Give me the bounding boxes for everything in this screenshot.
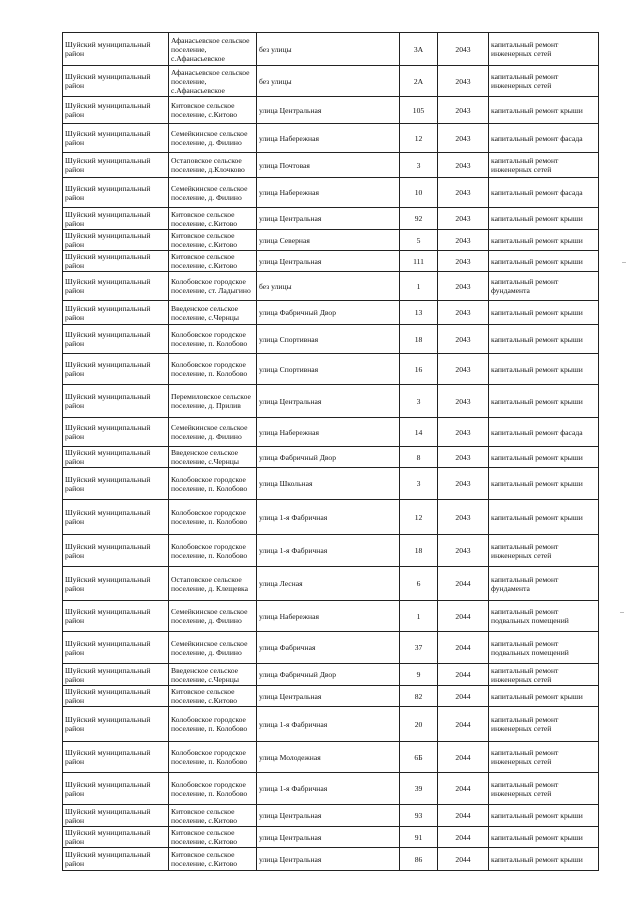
year-cell: 2043 bbox=[438, 447, 489, 468]
settlement-cell: Афанасьевское сельское поселение, с.Афанасьевское bbox=[169, 66, 257, 97]
settlement-cell: Перемиловское сельское поселение, д. Прилив bbox=[169, 385, 257, 418]
house-number-cell: 16 bbox=[400, 354, 438, 385]
house-number-cell: 3 bbox=[400, 468, 438, 500]
street-cell: улица Центральная bbox=[257, 385, 400, 418]
year-cell: 2043 bbox=[438, 535, 489, 567]
table-row bbox=[63, 664, 599, 686]
district-cell: Шуйский муниципальный район bbox=[63, 208, 169, 230]
district-cell: Шуйский муниципальный район bbox=[63, 827, 169, 848]
settlement-cell: Колобовское городское поселение, п. Колобово bbox=[169, 468, 257, 500]
settlement-cell: Колобовское городское поселение, п. Колобово bbox=[169, 773, 257, 805]
table-row bbox=[63, 230, 599, 251]
table-row bbox=[63, 707, 599, 742]
table-row bbox=[63, 447, 599, 468]
street-cell: улица Центральная bbox=[257, 848, 400, 871]
house-number-cell: 1 bbox=[400, 601, 438, 632]
street-cell: улица Лесная bbox=[257, 567, 400, 601]
table-row bbox=[63, 686, 599, 707]
district-cell: Шуйский муниципальный район bbox=[63, 447, 169, 468]
street-cell: улица Центральная bbox=[257, 827, 400, 848]
house-number-cell: 12 bbox=[400, 500, 438, 535]
settlement-cell: Колобовское городское поселение, п. Колобово bbox=[169, 535, 257, 567]
house-number-cell: 9 bbox=[400, 664, 438, 686]
house-number-cell: 6Б bbox=[400, 742, 438, 773]
street-cell: улица Школьная bbox=[257, 468, 400, 500]
table-row bbox=[63, 567, 599, 601]
work-type-cell: капитальный ремонт крыши bbox=[489, 500, 599, 535]
work-type-cell: капитальный ремонт крыши bbox=[489, 208, 599, 230]
work-type-cell: капитальный ремонт крыши bbox=[489, 325, 599, 354]
settlement-cell: Китовское сельское поселение, с.Китово bbox=[169, 686, 257, 707]
work-type-cell: капитальный ремонт фасада bbox=[489, 418, 599, 447]
house-number-cell: 39 bbox=[400, 773, 438, 805]
settlement-cell: Введенское сельское поселение, с.Чернцы bbox=[169, 301, 257, 325]
table-row bbox=[63, 208, 599, 230]
table-row bbox=[63, 632, 599, 664]
year-cell: 2043 bbox=[438, 325, 489, 354]
year-cell: 2043 bbox=[438, 418, 489, 447]
house-number-cell: 91 bbox=[400, 827, 438, 848]
district-cell: Шуйский муниципальный район bbox=[63, 301, 169, 325]
district-cell: Шуйский муниципальный район bbox=[63, 354, 169, 385]
house-number-cell: 37 bbox=[400, 632, 438, 664]
table-row bbox=[63, 33, 599, 66]
work-type-cell: капитальный ремонт инженерных сетей bbox=[489, 664, 599, 686]
settlement-cell: Китовское сельское поселение, с.Китово bbox=[169, 805, 257, 827]
settlement-cell: Остаповское сельское поселение, д.Клочково bbox=[169, 153, 257, 178]
settlement-cell: Семейкинское сельское поселение, д. Филино bbox=[169, 418, 257, 447]
settlement-cell: Китовское сельское поселение, с.Китово bbox=[169, 230, 257, 251]
settlement-cell: Колобовское городское поселение, п. Колобово bbox=[169, 742, 257, 773]
work-type-cell: капитальный ремонт инженерных сетей bbox=[489, 742, 599, 773]
work-type-cell: капитальный ремонт крыши bbox=[489, 805, 599, 827]
district-cell: Шуйский муниципальный район bbox=[63, 535, 169, 567]
work-type-cell: капитальный ремонт крыши bbox=[489, 827, 599, 848]
street-cell: улица Набережная bbox=[257, 178, 400, 208]
year-cell: 2043 bbox=[438, 468, 489, 500]
table-row bbox=[63, 354, 599, 385]
settlement-cell: Китовское сельское поселение, с.Китово bbox=[169, 848, 257, 871]
settlement-cell: Колобовское городское поселение, ст. Ладыгино bbox=[169, 272, 257, 301]
work-type-cell: капитальный ремонт крыши bbox=[489, 848, 599, 871]
district-cell: Шуйский муниципальный район bbox=[63, 848, 169, 871]
work-type-cell: капитальный ремонт крыши bbox=[489, 251, 599, 272]
table-row bbox=[63, 251, 599, 272]
house-number-cell: 8 bbox=[400, 447, 438, 468]
house-number-cell: 12 bbox=[400, 124, 438, 153]
work-type-cell: капитальный ремонт крыши bbox=[489, 447, 599, 468]
year-cell: 2044 bbox=[438, 848, 489, 871]
settlement-cell: Колобовское городское поселение, п. Колобово bbox=[169, 325, 257, 354]
work-type-cell: капитальный ремонт крыши bbox=[489, 385, 599, 418]
settlement-cell: Китовское сельское поселение, с.Китово bbox=[169, 827, 257, 848]
house-number-cell: 3 bbox=[400, 153, 438, 178]
year-cell: 2044 bbox=[438, 567, 489, 601]
year-cell: 2044 bbox=[438, 686, 489, 707]
table-row bbox=[63, 535, 599, 567]
district-cell: Шуйский муниципальный район bbox=[63, 632, 169, 664]
year-cell: 2043 bbox=[438, 500, 489, 535]
settlement-cell: Колобовское городское поселение, п. Колобово bbox=[169, 500, 257, 535]
work-type-cell: капитальный ремонт фасада bbox=[489, 178, 599, 208]
settlement-cell: Колобовское городское поселение, п. Колобово bbox=[169, 707, 257, 742]
repair-program-table bbox=[62, 32, 599, 871]
work-type-cell: капитальный ремонт крыши bbox=[489, 686, 599, 707]
table-row bbox=[63, 827, 599, 848]
street-cell: улица Северная bbox=[257, 230, 400, 251]
table-row bbox=[63, 124, 599, 153]
work-type-cell: капитальный ремонт крыши bbox=[489, 301, 599, 325]
year-cell: 2043 bbox=[438, 301, 489, 325]
house-number-cell: 10 bbox=[400, 178, 438, 208]
settlement-cell: Введенское сельское поселение, с.Чернцы bbox=[169, 447, 257, 468]
district-cell: Шуйский муниципальный район bbox=[63, 153, 169, 178]
street-cell: улица 1-я Фабричная bbox=[257, 500, 400, 535]
table-row bbox=[63, 848, 599, 871]
district-cell: Шуйский муниципальный район bbox=[63, 178, 169, 208]
year-cell: 2043 bbox=[438, 354, 489, 385]
table-row bbox=[63, 325, 599, 354]
house-number-cell: 111 bbox=[400, 251, 438, 272]
settlement-cell: Колобовское городское поселение, п. Колобово bbox=[169, 354, 257, 385]
settlement-cell: Китовское сельское поселение, с.Китово bbox=[169, 208, 257, 230]
table-row bbox=[63, 500, 599, 535]
street-cell: улица Спортивная bbox=[257, 354, 400, 385]
settlement-cell: Остаповское сельское поселение, д. Клещевка bbox=[169, 567, 257, 601]
scan-speck bbox=[622, 262, 626, 263]
table-row bbox=[63, 773, 599, 805]
street-cell: улица 1-я Фабричная bbox=[257, 773, 400, 805]
work-type-cell: капитальный ремонт подвальных помещений bbox=[489, 601, 599, 632]
work-type-cell: капитальный ремонт инженерных сетей bbox=[489, 535, 599, 567]
table-row bbox=[63, 468, 599, 500]
scan-speck bbox=[620, 612, 624, 613]
district-cell: Шуйский муниципальный район bbox=[63, 251, 169, 272]
street-cell: улица Почтовая bbox=[257, 153, 400, 178]
house-number-cell: 13 bbox=[400, 301, 438, 325]
work-type-cell: капитальный ремонт крыши bbox=[489, 97, 599, 124]
street-cell: улица 1-я Фабричная bbox=[257, 535, 400, 567]
district-cell: Шуйский муниципальный район bbox=[63, 33, 169, 66]
street-cell: улица Центральная bbox=[257, 208, 400, 230]
table-row bbox=[63, 178, 599, 208]
street-cell: улица Спортивная bbox=[257, 325, 400, 354]
district-cell: Шуйский муниципальный район bbox=[63, 500, 169, 535]
settlement-cell: Семейкинское сельское поселение, д. Филино bbox=[169, 601, 257, 632]
table-row bbox=[63, 272, 599, 301]
work-type-cell: капитальный ремонт инженерных сетей bbox=[489, 66, 599, 97]
work-type-cell: капитальный ремонт инженерных сетей bbox=[489, 153, 599, 178]
year-cell: 2043 bbox=[438, 178, 489, 208]
settlement-cell: Семейкинское сельское поселение, д. Филино bbox=[169, 632, 257, 664]
year-cell: 2043 bbox=[438, 33, 489, 66]
year-cell: 2044 bbox=[438, 805, 489, 827]
year-cell: 2043 bbox=[438, 66, 489, 97]
district-cell: Шуйский муниципальный район bbox=[63, 707, 169, 742]
house-number-cell: 18 bbox=[400, 325, 438, 354]
district-cell: Шуйский муниципальный район bbox=[63, 325, 169, 354]
house-number-cell: 18 bbox=[400, 535, 438, 567]
year-cell: 2043 bbox=[438, 97, 489, 124]
street-cell: улица Набережная bbox=[257, 418, 400, 447]
district-cell: Шуйский муниципальный район bbox=[63, 272, 169, 301]
year-cell: 2044 bbox=[438, 742, 489, 773]
district-cell: Шуйский муниципальный район bbox=[63, 664, 169, 686]
street-cell: улица Набережная bbox=[257, 124, 400, 153]
table-row bbox=[63, 97, 599, 124]
house-number-cell: 20 bbox=[400, 707, 438, 742]
year-cell: 2043 bbox=[438, 230, 489, 251]
house-number-cell: 92 bbox=[400, 208, 438, 230]
year-cell: 2043 bbox=[438, 385, 489, 418]
work-type-cell: капитальный ремонт инженерных сетей bbox=[489, 33, 599, 66]
year-cell: 2044 bbox=[438, 601, 489, 632]
year-cell: 2043 bbox=[438, 124, 489, 153]
house-number-cell: 2А bbox=[400, 66, 438, 97]
house-number-cell: 3 bbox=[400, 385, 438, 418]
street-cell: улица Центральная bbox=[257, 97, 400, 124]
house-number-cell: 93 bbox=[400, 805, 438, 827]
work-type-cell: капитальный ремонт крыши bbox=[489, 354, 599, 385]
district-cell: Шуйский муниципальный район bbox=[63, 686, 169, 707]
table-row bbox=[63, 385, 599, 418]
year-cell: 2044 bbox=[438, 707, 489, 742]
year-cell: 2044 bbox=[438, 827, 489, 848]
district-cell: Шуйский муниципальный район bbox=[63, 805, 169, 827]
street-cell: улица Центральная bbox=[257, 686, 400, 707]
house-number-cell: 86 bbox=[400, 848, 438, 871]
house-number-cell: 82 bbox=[400, 686, 438, 707]
district-cell: Шуйский муниципальный район bbox=[63, 124, 169, 153]
district-cell: Шуйский муниципальный район bbox=[63, 418, 169, 447]
work-type-cell: капитальный ремонт крыши bbox=[489, 468, 599, 500]
table-body bbox=[63, 33, 599, 871]
table-row bbox=[63, 418, 599, 447]
settlement-cell: Китовское сельское поселение, с.Китово bbox=[169, 251, 257, 272]
settlement-cell: Китовское сельское поселение, с.Китово bbox=[169, 97, 257, 124]
year-cell: 2044 bbox=[438, 664, 489, 686]
street-cell: улица Набережная bbox=[257, 601, 400, 632]
settlement-cell: Семейкинское сельское поселение, д. Филино bbox=[169, 124, 257, 153]
year-cell: 2043 bbox=[438, 251, 489, 272]
table-row bbox=[63, 66, 599, 97]
work-type-cell: капитальный ремонт крыши bbox=[489, 230, 599, 251]
street-cell: улица 1-я Фабричная bbox=[257, 707, 400, 742]
district-cell: Шуйский муниципальный район bbox=[63, 742, 169, 773]
year-cell: 2044 bbox=[438, 773, 489, 805]
street-cell: улица Центральная bbox=[257, 805, 400, 827]
district-cell: Шуйский муниципальный район bbox=[63, 773, 169, 805]
house-number-cell: 1 bbox=[400, 272, 438, 301]
settlement-cell: Введенское сельское поселение, с.Чернцы bbox=[169, 664, 257, 686]
street-cell: улица Молодежная bbox=[257, 742, 400, 773]
district-cell: Шуйский муниципальный район bbox=[63, 601, 169, 632]
settlement-cell: Афанасьевское сельское поселение, с.Афанасьевское bbox=[169, 33, 257, 66]
street-cell: улица Фабричный Двор bbox=[257, 664, 400, 686]
work-type-cell: капитальный ремонт инженерных сетей bbox=[489, 707, 599, 742]
district-cell: Шуйский муниципальный район bbox=[63, 97, 169, 124]
year-cell: 2043 bbox=[438, 272, 489, 301]
house-number-cell: 105 bbox=[400, 97, 438, 124]
street-cell: без улицы bbox=[257, 272, 400, 301]
document-page bbox=[62, 32, 598, 871]
street-cell: улица Фабричный Двор bbox=[257, 447, 400, 468]
street-cell: улица Фабричная bbox=[257, 632, 400, 664]
year-cell: 2043 bbox=[438, 208, 489, 230]
house-number-cell: 14 bbox=[400, 418, 438, 447]
district-cell: Шуйский муниципальный район bbox=[63, 66, 169, 97]
year-cell: 2043 bbox=[438, 153, 489, 178]
table-row bbox=[63, 153, 599, 178]
work-type-cell: капитальный ремонт подвальных помещений bbox=[489, 632, 599, 664]
work-type-cell: капитальный ремонт инженерных сетей bbox=[489, 773, 599, 805]
district-cell: Шуйский муниципальный район bbox=[63, 385, 169, 418]
house-number-cell: 6 bbox=[400, 567, 438, 601]
year-cell: 2044 bbox=[438, 632, 489, 664]
street-cell: без улицы bbox=[257, 33, 400, 66]
district-cell: Шуйский муниципальный район bbox=[63, 230, 169, 251]
street-cell: улица Фабричный Двор bbox=[257, 301, 400, 325]
street-cell: улица Центральная bbox=[257, 251, 400, 272]
work-type-cell: капитальный ремонт фундамента bbox=[489, 272, 599, 301]
table-row bbox=[63, 301, 599, 325]
table-row bbox=[63, 742, 599, 773]
work-type-cell: капитальный ремонт фундамента bbox=[489, 567, 599, 601]
house-number-cell: 5 bbox=[400, 230, 438, 251]
district-cell: Шуйский муниципальный район bbox=[63, 567, 169, 601]
house-number-cell: 3А bbox=[400, 33, 438, 66]
settlement-cell: Семейкинское сельское поселение, д. Филино bbox=[169, 178, 257, 208]
work-type-cell: капитальный ремонт фасада bbox=[489, 124, 599, 153]
district-cell: Шуйский муниципальный район bbox=[63, 468, 169, 500]
table-row bbox=[63, 601, 599, 632]
table-row bbox=[63, 805, 599, 827]
street-cell: без улицы bbox=[257, 66, 400, 97]
